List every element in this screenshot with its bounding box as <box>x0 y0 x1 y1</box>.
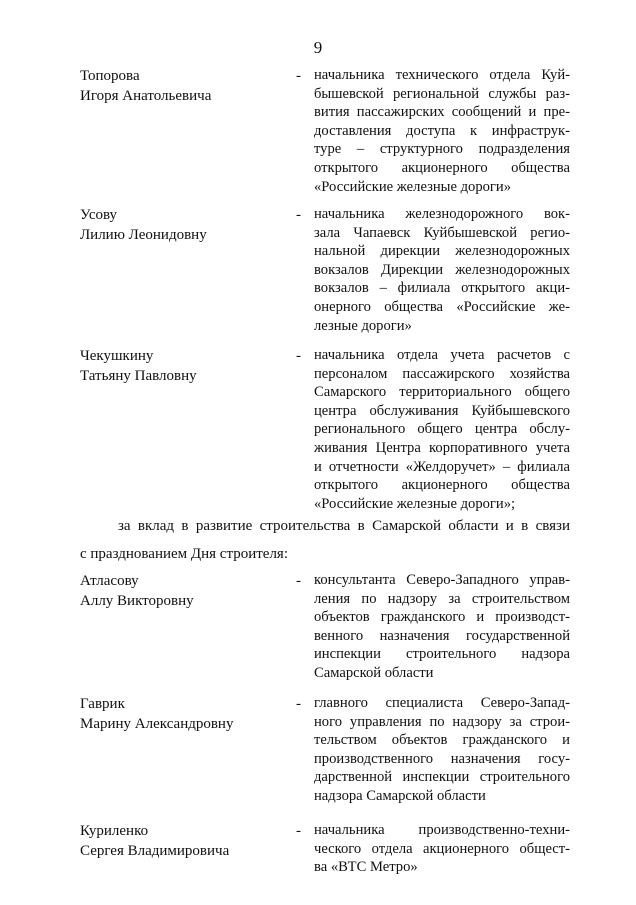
position-line: дарственной инспекции строительного <box>314 769 570 786</box>
page-number: 9 <box>313 38 323 57</box>
recipient-surname: Гаврик <box>80 696 125 712</box>
position-line: вокзалов – филиала открытого акци- <box>314 280 570 297</box>
position-line: нальной дирекции железнодорожных <box>314 243 570 260</box>
position-line: производственного назначения госу- <box>314 750 570 767</box>
recipient-name <box>80 346 290 386</box>
position-line: инспекции строительного надзора <box>314 646 570 663</box>
recipient-given-names: Татьяну Павловну <box>80 368 197 384</box>
dash-separator: - <box>296 696 301 712</box>
recipient-surname: Усову <box>80 207 118 223</box>
dash-separator: - <box>296 68 301 84</box>
position-line: зала Чапаевск Куйбышевской регио- <box>314 224 570 241</box>
position-line: персоналом пассажирского хозяйства <box>314 365 570 382</box>
recipient-given-names: Марину Александровну <box>80 716 234 732</box>
position-line: регионального общего центра обслу- <box>314 421 570 438</box>
recipient-name <box>80 571 290 611</box>
recipient-position <box>314 66 570 196</box>
dash-separator: - <box>296 573 301 589</box>
position-line: Самарской области <box>314 664 434 681</box>
recipient-given-names: Сергея Владимировича <box>80 843 230 859</box>
position-line: объектов гражданского и производст- <box>314 609 570 626</box>
position-line: бышевской региональной службы раз- <box>314 85 570 102</box>
recipient-position <box>314 205 570 335</box>
position-line: центра обслуживания Куйбышевского <box>314 402 570 419</box>
position-line: ления по надзору за строительством <box>314 590 570 607</box>
position-line: надзора Самарской области <box>314 787 486 804</box>
recipient-given-names: Игоря Анатольевича <box>80 88 212 104</box>
recipient-name <box>80 205 290 245</box>
position-line: начальника железнодорожного вок- <box>314 206 570 222</box>
position-line: начальника производственно-техни- <box>314 822 570 838</box>
position-line: туре – структурного подразделения <box>314 141 570 158</box>
dash-separator: - <box>296 348 301 364</box>
recipient-name <box>80 66 290 106</box>
position-line: и отчетности «Желдоручет» – филиала <box>314 458 570 475</box>
position-line: «Российские железные дороги»; <box>314 495 516 512</box>
position-line: главного специалиста Северо-Запад- <box>314 695 570 711</box>
position-line: открытого акционерного общества <box>314 159 570 176</box>
position-line: лезные дороги» <box>314 317 412 334</box>
recipient-position <box>314 346 570 513</box>
position-line: венного назначения государственной <box>314 627 570 644</box>
recipient-position <box>314 571 570 683</box>
dash-separator: - <box>296 207 301 223</box>
section-line: за вклад в развитие строительства в Самарской области и в связи <box>118 518 570 534</box>
dash-separator: - <box>296 823 301 839</box>
position-line: доставления доступа к инфраструк- <box>314 122 570 139</box>
recipient-given-names: Аллу Викторовну <box>80 593 194 609</box>
position-line: онерного общества «Российские же- <box>314 298 570 315</box>
position-line: открытого акционерного общества <box>314 477 570 494</box>
section-heading <box>80 518 570 563</box>
recipient-position <box>314 694 570 806</box>
recipient-surname: Топорова <box>80 68 140 84</box>
recipient-name <box>80 821 290 861</box>
position-line: начальника отдела учета расчетов с <box>314 347 570 363</box>
position-line: ва «ВТС Метро» <box>314 859 418 876</box>
position-line: консультанта Северо-Западного управ- <box>314 572 570 588</box>
position-line: начальника технического отдела Куй- <box>314 67 570 83</box>
position-line: Самарского территориального общего <box>314 384 570 401</box>
position-line: вокзалов Дирекции железнодорожных <box>314 261 570 278</box>
recipient-surname: Куриленко <box>80 823 149 839</box>
recipient-surname: Атласову <box>80 573 139 589</box>
section-line: с празднованием Дня строителя: <box>80 546 289 562</box>
position-line: ческого отдела акционерного общест- <box>314 840 570 857</box>
position-line: ного управления по надзору за строи- <box>314 713 570 730</box>
position-line: «Российские железные дороги» <box>314 178 512 195</box>
position-line: живания Центра корпоративного учета <box>314 439 570 456</box>
recipient-name <box>80 694 290 734</box>
position-line: вития пассажирских сообщений и пре- <box>314 104 570 121</box>
recipient-position <box>314 821 570 877</box>
recipient-surname: Чекушкину <box>80 348 154 364</box>
recipient-given-names: Лилию Леонидовну <box>80 227 207 243</box>
position-line: тельством объектов гражданского и <box>314 732 570 749</box>
